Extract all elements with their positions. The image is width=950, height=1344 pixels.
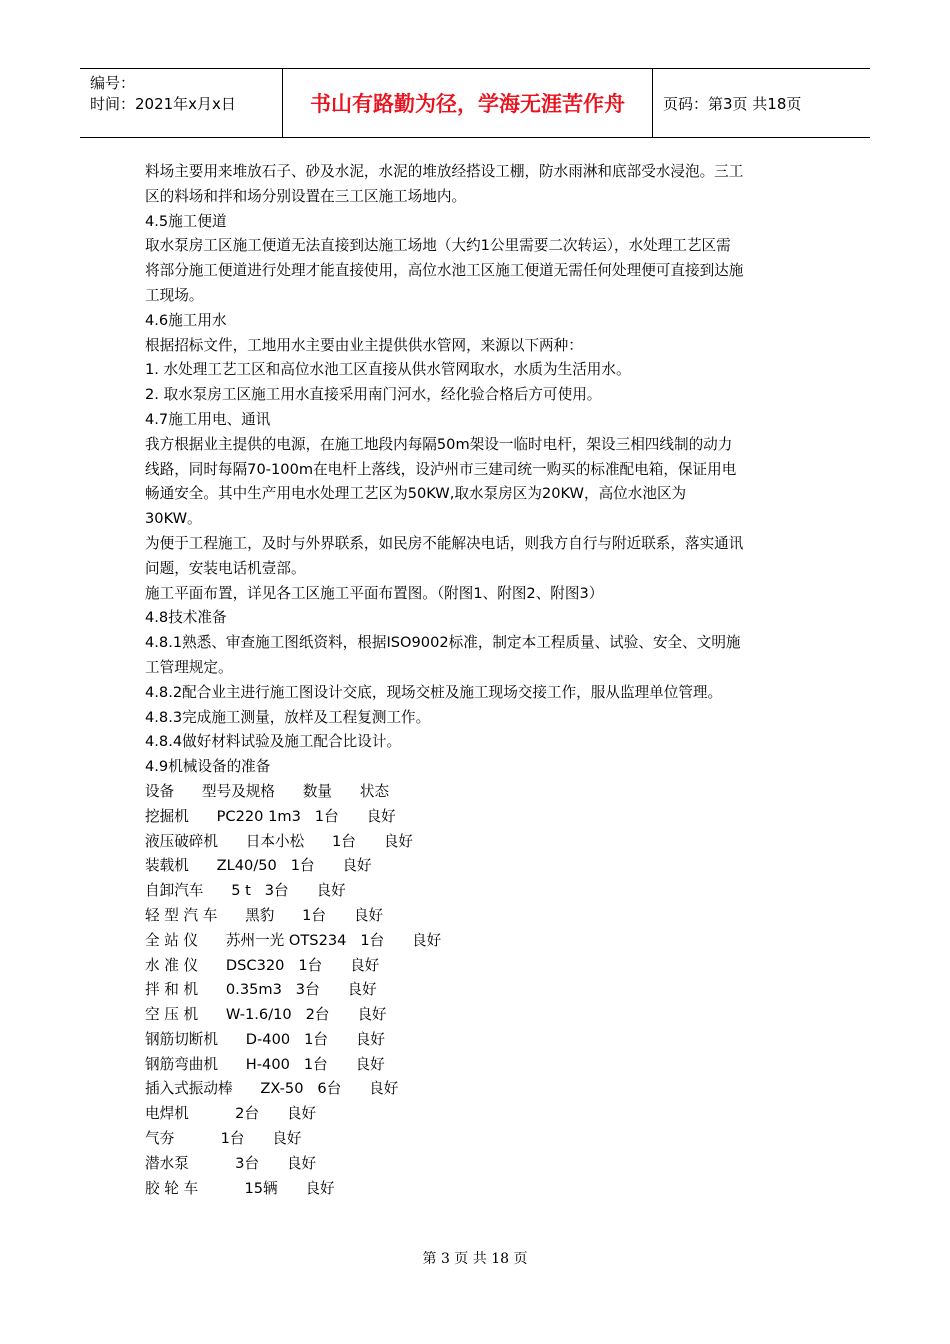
document-body bbox=[145, 160, 810, 1201]
body-line: 全 站 仪 苏州一光 OTS234 1台 良好 bbox=[145, 931, 442, 949]
body-line: 钢筋弯曲机 H-400 1台 良好 bbox=[145, 1055, 385, 1073]
body-line: 4.8.3完成施工测量，放样及工程复测工作。 bbox=[145, 708, 431, 726]
motto: 书山有路勤为径，学海无涯苦作舟 bbox=[283, 69, 653, 137]
number-label: 编号： bbox=[90, 74, 136, 92]
body-line: 我方根据业主提供的电源，在施工地段内每隔50m架设一临时电杆，架设三相四线制的动力 bbox=[145, 435, 733, 453]
body-line: 潜水泵 3台 良好 bbox=[145, 1154, 317, 1172]
body-line: 料场主要用来堆放石子、砂及水泥，水泥的堆放经搭设工棚，防水雨淋和底部受水浸泡。三工 bbox=[145, 163, 744, 180]
body-line: 施工平面布置，详见各工区施工平面布置图。（附图1、附图2、附图3） bbox=[145, 584, 604, 602]
body-line: 问题，安装电话机壹部。 bbox=[145, 559, 306, 577]
body-line: 线路，同时每隔70-100m在电杆上落线，设泸州市三建司统一购买的标准配电箱，保证用电 bbox=[145, 460, 737, 478]
body-line: 水 准 仪 DSC320 1台 良好 bbox=[145, 956, 380, 974]
body-line: 为便于工程施工，及时与外界联系，如民房不能解决电话，则我方自行与附近联系，落实通讯 bbox=[145, 534, 744, 552]
body-line: 设备 型号及规格 数量 状态 bbox=[145, 782, 390, 800]
body-line: 取水泵房工区施工便道无法直接到达施工场地（大约1公里需要二次转运），水处理工艺区需 bbox=[145, 237, 731, 255]
body-line: 1. 水处理工艺工区和高位水池工区直接从供水管网取水，水质为生活用水。 bbox=[145, 361, 631, 379]
body-line: 气夯 1台 良好 bbox=[145, 1130, 302, 1148]
body-line: 拌 和 机 0.35m3 3台 良好 bbox=[145, 981, 377, 999]
body-line: 30KW。 bbox=[145, 510, 202, 528]
body-line: 胶 轮 车 15辆 良好 bbox=[145, 1179, 335, 1197]
header-table bbox=[80, 68, 870, 138]
page-footer: 第 3 页 共 18 页 bbox=[422, 1251, 528, 1267]
body-line: 液压破碎机 日本小松 1台 良好 bbox=[145, 832, 413, 850]
body-line: 钢筋切断机 D-400 1台 良好 bbox=[145, 1030, 385, 1048]
body-line: 4.8.1熟悉、审查施工图纸资料，根据ISO9002标准，制定本工程质量、试验、安全、文明施 bbox=[145, 634, 741, 652]
body-line: 4.5施工便道 bbox=[145, 212, 227, 230]
body-line: 自卸汽车 5 t 3台 良好 bbox=[145, 882, 346, 900]
body-line: 插入式振动棒 ZX-50 6台 良好 bbox=[145, 1080, 399, 1098]
body-line: 4.8技术准备 bbox=[145, 609, 227, 627]
body-line: 工管理规定。 bbox=[145, 658, 233, 676]
body-line: 空 压 机 W-1.6/10 2台 良好 bbox=[145, 1006, 387, 1024]
body-line: 挖掘机 PC220 1m3 1台 良好 bbox=[145, 807, 396, 825]
body-line: 工现场。 bbox=[145, 286, 204, 304]
body-line: 4.9机械设备的准备 bbox=[145, 758, 271, 776]
body-line: 4.8.4做好材料试验及施工配合比设计。 bbox=[145, 733, 402, 751]
header-left-cell bbox=[80, 69, 283, 137]
body-line: 将部分施工便道进行处理才能直接使用，高位水池工区施工便道无需任何处理便可直接到达施 bbox=[145, 262, 744, 280]
body-line: 畅通安全。其中生产用电水处理工艺区为50KW,取水泵房区为20KW，高位水池区为 bbox=[145, 485, 687, 503]
time-label: 时间：2021年x月x日 bbox=[90, 95, 236, 113]
body-line: 轻 型 汽 车 黑豹 1台 良好 bbox=[145, 906, 384, 924]
body-line: 电焊机 2台 良好 bbox=[145, 1105, 317, 1123]
body-line: 装载机 ZL40/50 1台 良好 bbox=[145, 857, 372, 875]
body-line: 4.6施工用水 bbox=[145, 311, 227, 329]
body-line: 根据招标文件，工地用水主要由业主提供供水管网，来源以下两种： bbox=[145, 336, 583, 354]
body-line: 区的料场和拌和场分别设置在三工区施工场地内。 bbox=[145, 187, 467, 205]
body-line: 4.8.2配合业主进行施工图设计交底，现场交桩及施工现场交接工作，服从监理单位管理。 bbox=[145, 683, 723, 701]
body-line: 4.7施工用电、通讯 bbox=[145, 410, 271, 428]
page-info: 页码：第3页 共18页 bbox=[663, 94, 802, 113]
body-line: 2. 取水泵房工区施工用水直接采用南门河水，经化验合格后方可使用。 bbox=[145, 386, 602, 404]
